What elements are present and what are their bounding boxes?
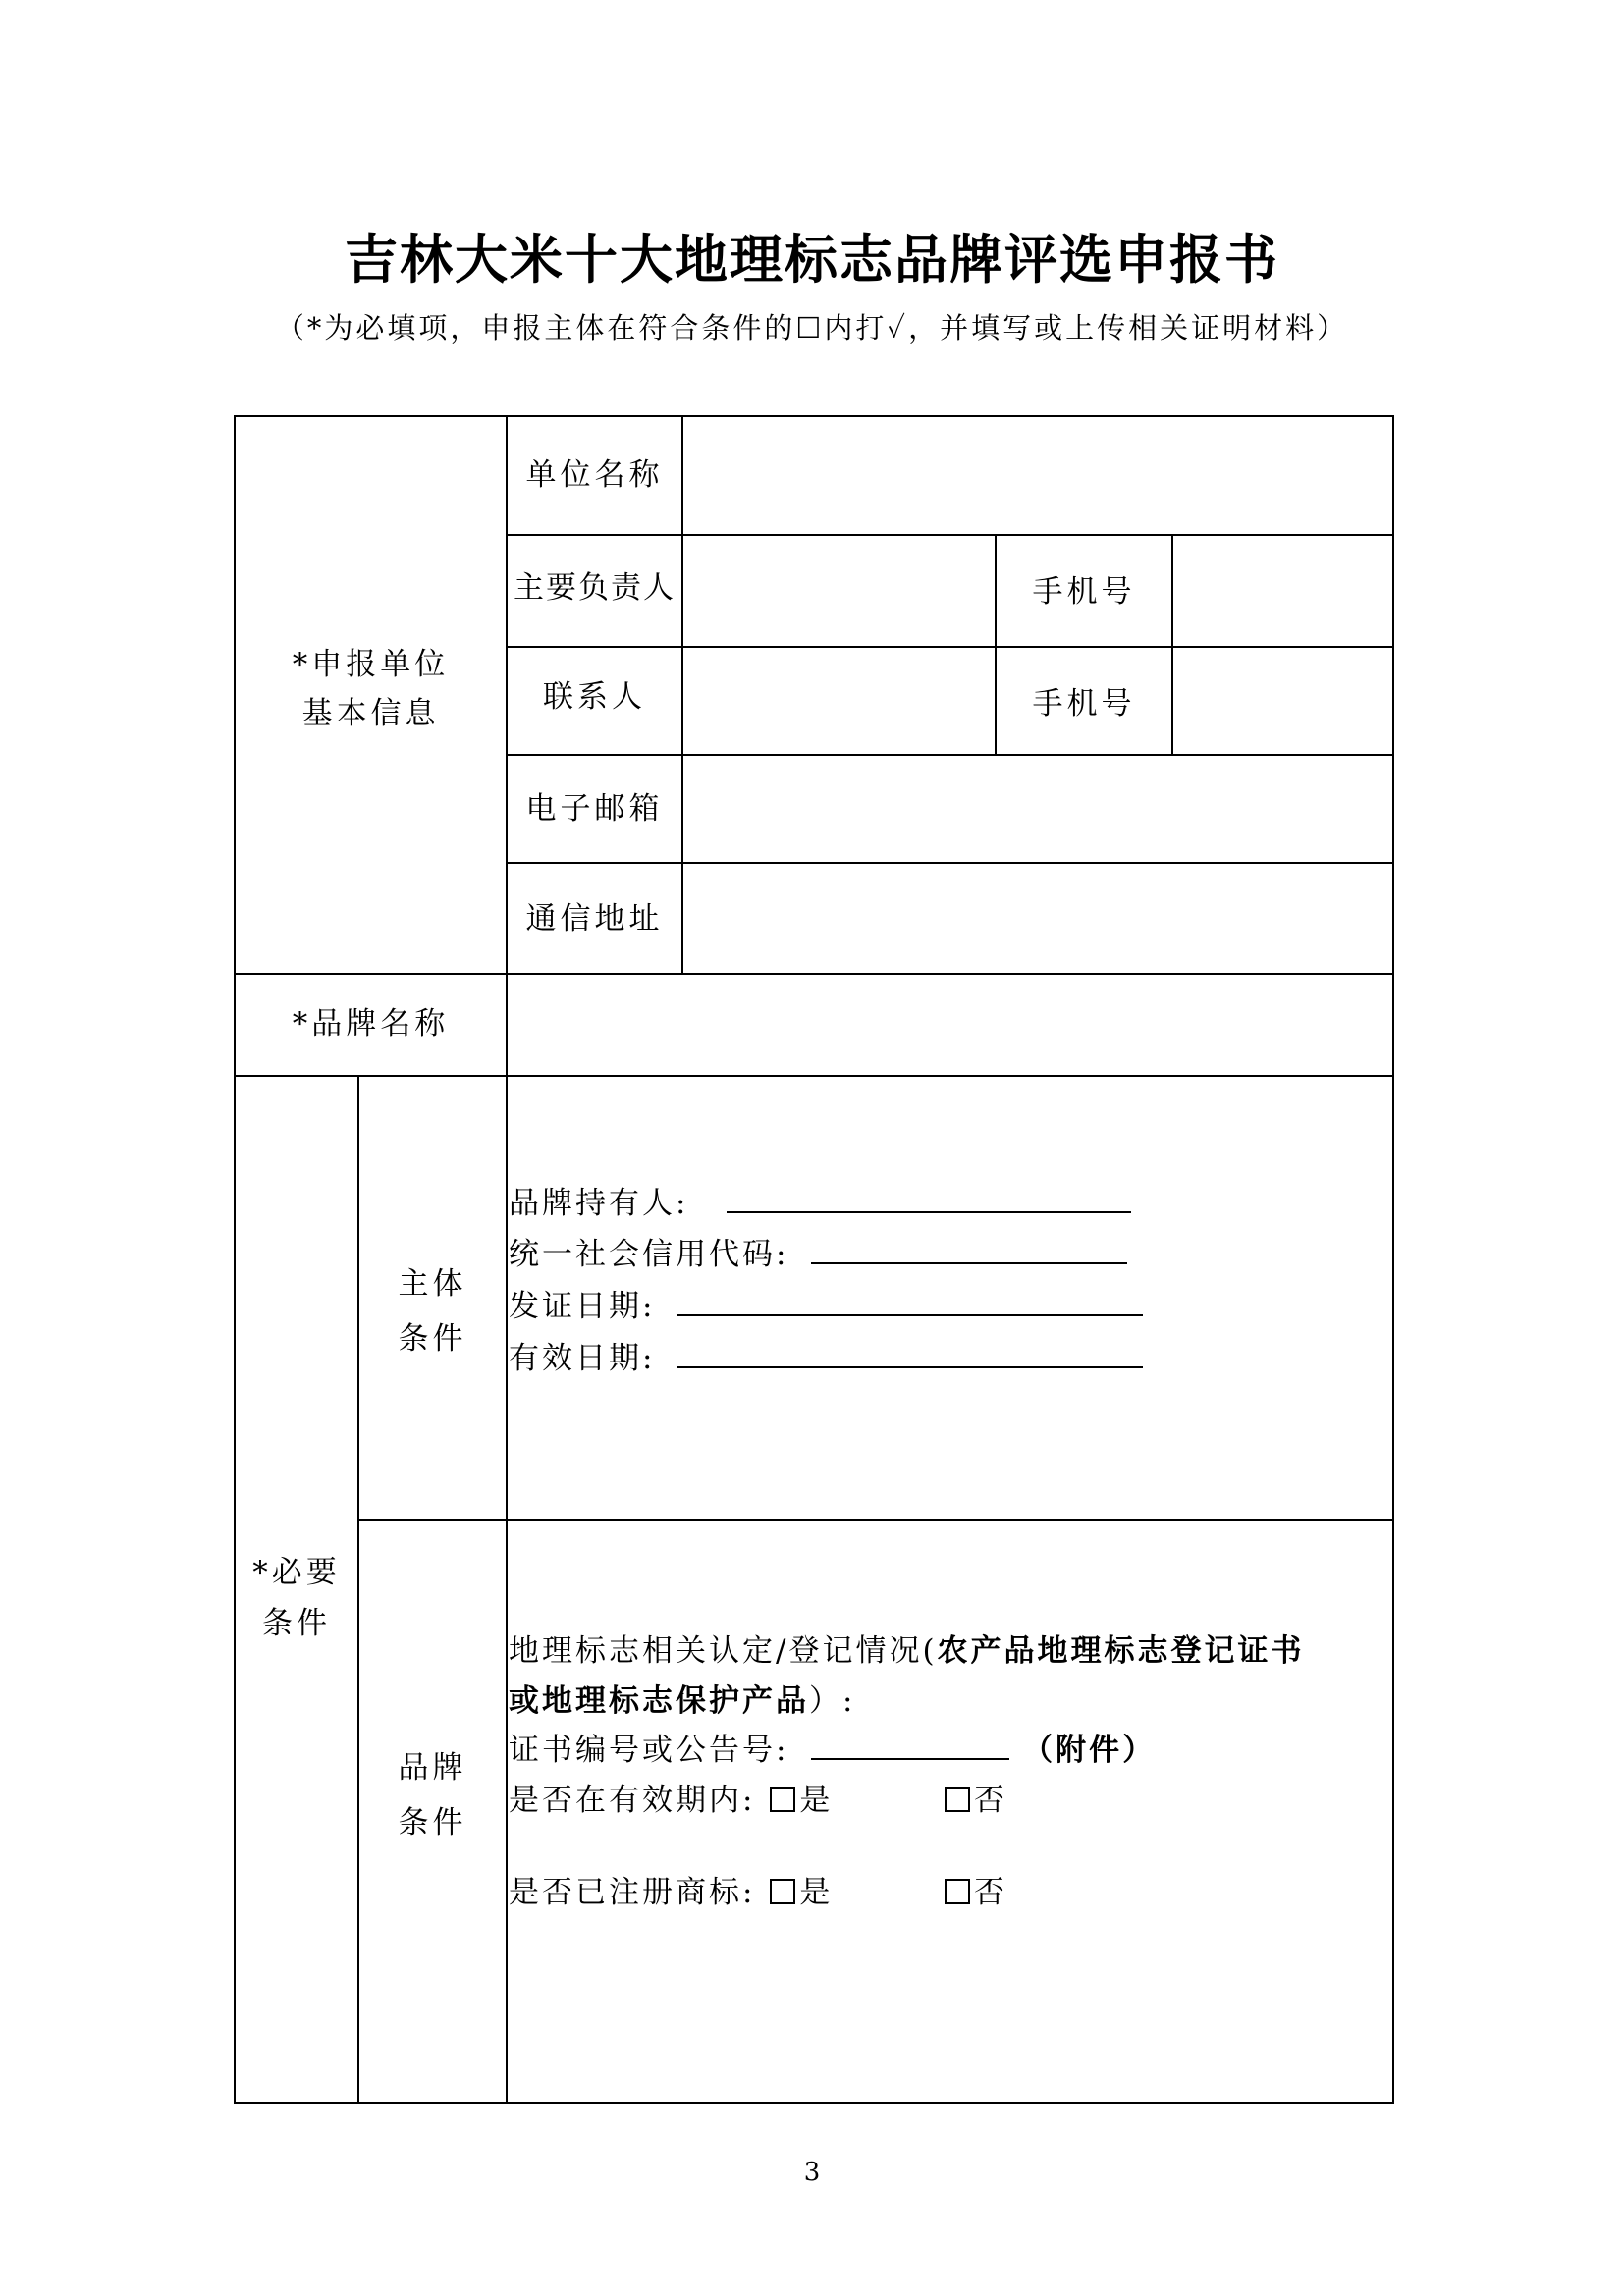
page-subtitle: （*为必填项，申报主体在符合条件的☐内打✓，并填写或上传相关证明材料） xyxy=(275,311,1349,345)
holder-field xyxy=(509,1178,1131,1222)
required-label-line1: *必要 xyxy=(252,1555,341,1590)
subject-conditions-label xyxy=(358,1256,507,1366)
principal-phone-label: 手机号 xyxy=(1032,574,1136,610)
brand-name-label: *品牌名称 xyxy=(292,1006,450,1041)
applicant-label-line2: 基本信息 xyxy=(301,696,440,731)
gi-status-bold-1: 农产品地理标志登记证书 xyxy=(937,1633,1305,1669)
contact-input[interactable] xyxy=(684,649,994,753)
issue-date-input[interactable] xyxy=(677,1285,1143,1316)
principal-input[interactable] xyxy=(684,537,994,645)
email-label: 电子邮箱 xyxy=(525,791,664,827)
applicant-info-label xyxy=(235,640,507,738)
trademark-no-checkbox[interactable] xyxy=(945,1879,970,1904)
valid-no-label: 否 xyxy=(974,1783,1008,1818)
required-label-line2: 条件 xyxy=(262,1606,331,1641)
cert-no-field xyxy=(509,1725,1156,1769)
gi-status-suffix: ）: xyxy=(809,1683,856,1719)
valid-date-label: 有效日期: xyxy=(509,1341,656,1376)
principal-phone-input[interactable] xyxy=(1174,537,1391,645)
valid-date-field xyxy=(509,1333,1143,1377)
trademark-yes-checkbox[interactable] xyxy=(770,1879,795,1904)
page-number: 3 xyxy=(803,2158,821,2187)
issue-date-label: 发证日期: xyxy=(509,1289,656,1324)
page-title: 吉林大米十大地理标志品牌评选申报书 xyxy=(345,229,1279,291)
subject-label-line2: 条件 xyxy=(398,1321,467,1357)
trademark-no-label: 否 xyxy=(974,1875,1008,1910)
valid-no-checkbox[interactable] xyxy=(945,1787,970,1812)
valid-period-field xyxy=(509,1775,1007,1819)
trademark-yes-label: 是 xyxy=(799,1875,834,1910)
principal-label: 主要负责人 xyxy=(514,570,676,606)
valid-date-input[interactable] xyxy=(677,1337,1143,1368)
valid-yes-checkbox[interactable] xyxy=(770,1787,795,1812)
gi-status-line2 xyxy=(509,1676,855,1720)
valid-period-question: 是否在有效期内: xyxy=(509,1783,756,1818)
gi-status-prefix: 地理标志相关认定/登记情况( xyxy=(509,1633,938,1669)
brand-name-input[interactable] xyxy=(509,976,1391,1074)
attachment-label: （附件） xyxy=(1022,1733,1157,1768)
brand-conditions-label xyxy=(358,1740,507,1850)
contact-phone-input[interactable] xyxy=(1174,649,1391,753)
credit-code-label: 统一社会信用代码: xyxy=(509,1237,789,1272)
address-input[interactable] xyxy=(684,865,1391,972)
cert-no-label: 证书编号或公告号: xyxy=(509,1733,789,1768)
holder-label: 品牌持有人: xyxy=(509,1186,689,1221)
applicant-label-line1: *申报单位 xyxy=(292,647,450,682)
unit-name-label: 单位名称 xyxy=(525,457,664,493)
unit-name-input[interactable] xyxy=(684,418,1391,533)
contact-label: 联系人 xyxy=(543,679,646,715)
credit-code-input[interactable] xyxy=(811,1233,1127,1264)
gi-status-bold-2: 或地理标志保护产品 xyxy=(509,1683,809,1719)
address-label: 通信地址 xyxy=(525,901,664,936)
gi-status-line1 xyxy=(509,1626,1305,1670)
subject-label-line1: 主体 xyxy=(398,1266,467,1302)
trademark-question: 是否已注册商标: xyxy=(509,1875,756,1910)
brand-label-line2: 条件 xyxy=(398,1805,467,1841)
cert-no-input[interactable] xyxy=(811,1729,1009,1760)
issue-date-field xyxy=(509,1281,1143,1325)
credit-code-field xyxy=(509,1229,1127,1273)
valid-yes-label: 是 xyxy=(799,1783,834,1818)
contact-phone-label: 手机号 xyxy=(1032,686,1136,721)
required-conditions-label xyxy=(235,1547,358,1649)
holder-input[interactable] xyxy=(727,1182,1131,1213)
brand-label-line1: 品牌 xyxy=(398,1750,467,1786)
email-input[interactable] xyxy=(684,757,1391,861)
trademark-field xyxy=(509,1867,1007,1911)
